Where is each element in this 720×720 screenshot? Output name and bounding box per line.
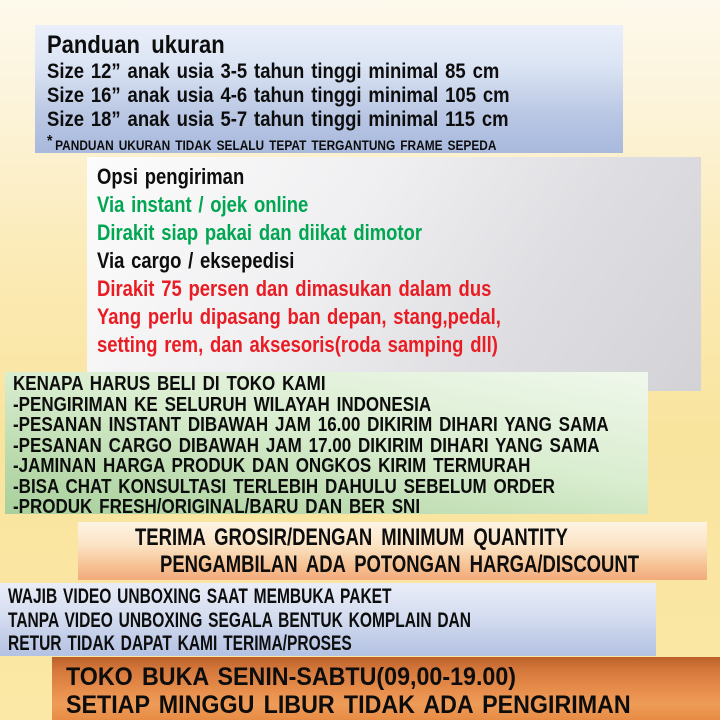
unboxing-line-1: WAJIB VIDEO UNBOXING SAAT MEMBUKA PAKET (8, 585, 392, 608)
asterisk-mark: * (47, 133, 53, 150)
wholesale-panel (78, 522, 707, 580)
unboxing-line-3: RETUR TIDAK DAPAT KAMI TERIMA/PROSES (8, 632, 352, 655)
wholesale-line-2: PENGAMBILAN ADA POTONGAN HARGA/DISCOUNT (160, 551, 640, 578)
size-guide-line-18: Size 18” anak usia 5-7 tahun tinggi minimal 115 cm (47, 108, 509, 131)
shipping-line-instant-detail: Dirakit siap pakai dan diikat dimotor (97, 220, 423, 245)
wholesale-line-1: TERIMA GROSIR/DENGAN MINIMUM QUANTITY (135, 524, 568, 551)
why-buy-title: KENAPA HARUS BELI DI TOKO KAMI (13, 373, 326, 395)
shipping-line-instant: Via instant / ojek online (97, 192, 309, 217)
unboxing-line-2: TANPA VIDEO UNBOXING SEGALA BENTUK KOMPLAIN DAN (8, 608, 472, 632)
shipping-options-panel (87, 157, 701, 391)
size-guide-note (47, 132, 554, 153)
why-buy-item-instant-cutoff: -PESANAN INSTANT DIBAWAH JAM 16.00 DIKIRIM DIHARI YANG SAMA (13, 414, 609, 436)
why-buy-item-shipping-coverage: -PENGIRIMAN KE SELURUH WILAYAH INDONESIA (13, 393, 432, 416)
size-guide-title: Panduan ukuran (47, 31, 225, 59)
store-hours-panel (52, 657, 720, 720)
store-hours-line-2: SETIAP MINGGU LIBUR TIDAK ADA PENGIRIMAN (66, 691, 631, 719)
why-buy-panel (5, 372, 648, 514)
why-buy-item-price-guarantee: -JAMINAN HARGA PRODUK DAN ONGKOS KIRIM TERMURAH (13, 455, 531, 477)
why-buy-item-chat-consult: -BISA CHAT KONSULTASI TERLEBIH DAHULU SEBELUM ORDER (13, 475, 555, 498)
size-guide-panel (35, 25, 623, 153)
shipping-line-cargo-detail-1: Dirakit 75 persen dan dimasukan dalam dus (97, 276, 492, 301)
size-guide-line-12: Size 12” anak usia 3-5 tahun tinggi minimal 85 cm (47, 60, 500, 83)
shipping-line-cargo: Via cargo / eksepedisi (97, 248, 295, 273)
size-guide-line-16: Size 16” anak usia 4-6 tahun tinggi minimal 105 cm (47, 84, 510, 107)
store-hours-line-1: TOKO BUKA SENIN-SABTU(09,00-19.00) (66, 663, 517, 691)
size-guide-note-text: PANDUAN UKURAN TIDAK SELALU TEPAT TERGANTUNG FRAME SEPEDA (55, 138, 497, 153)
shipping-line-cargo-detail-2: Yang perlu dipasang ban depan, stang,pedal, (97, 304, 501, 329)
shipping-line-cargo-detail-3: setting rem, dan aksesoris(roda samping dll) (97, 332, 498, 357)
shipping-title: Opsi pengiriman (97, 164, 245, 189)
unboxing-policy-panel (0, 583, 656, 656)
why-buy-item-fresh-product: -PRODUK FRESH/ORIGINAL/BARU DAN BER SNI (13, 496, 421, 514)
why-buy-item-cargo-cutoff: -PESANAN CARGO DIBAWAH JAM 17.00 DIKIRIM DIHARI YANG SAMA (13, 434, 600, 457)
